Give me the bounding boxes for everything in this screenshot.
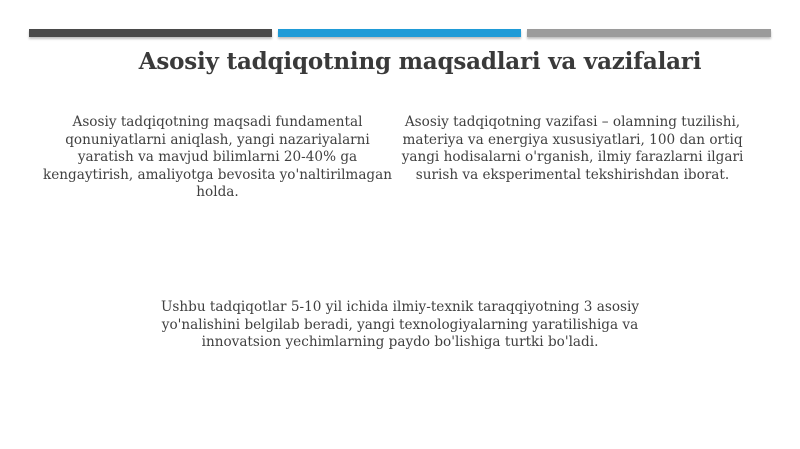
slide-title: Asosiy tadqiqotning maqsadlari va vazifalari — [138, 48, 702, 75]
goals-paragraph: Asosiy tadqiqotning maqsadi fundamental qonuniyatlarni aniqlash, yangi nazariyalarni yaratish va mavjud bilimlarni 20-40% ga kengaytirish, amaliyotga bevosita yo'naltirilmagan holda. — [43, 114, 392, 200]
header-bar-light — [527, 29, 771, 37]
tasks-paragraph: Asosiy tadqiqotning vazifasi – olamning tuzilishi, materiya va energiya xususiyatlari, 100 dan ortiq yangi hodisalarni o'rganish, ilmiy farazlarni ilgari surish va eksperimental tekshirishdan iborat. — [401, 114, 744, 183]
impact-paragraph: Ushbu tadqiqotlar 5-10 yil ichida ilmiy-texnik taraqqiyotning 3 asosiy yo'nalishini belgilab beradi, yangi texnologiyalarning yaratilishiga va innovatsion yechimlarning paydo bo'lishiga turtki bo'ladi. — [160, 299, 640, 350]
header-bar-dark — [29, 29, 272, 37]
header-bar-accent — [278, 29, 521, 37]
